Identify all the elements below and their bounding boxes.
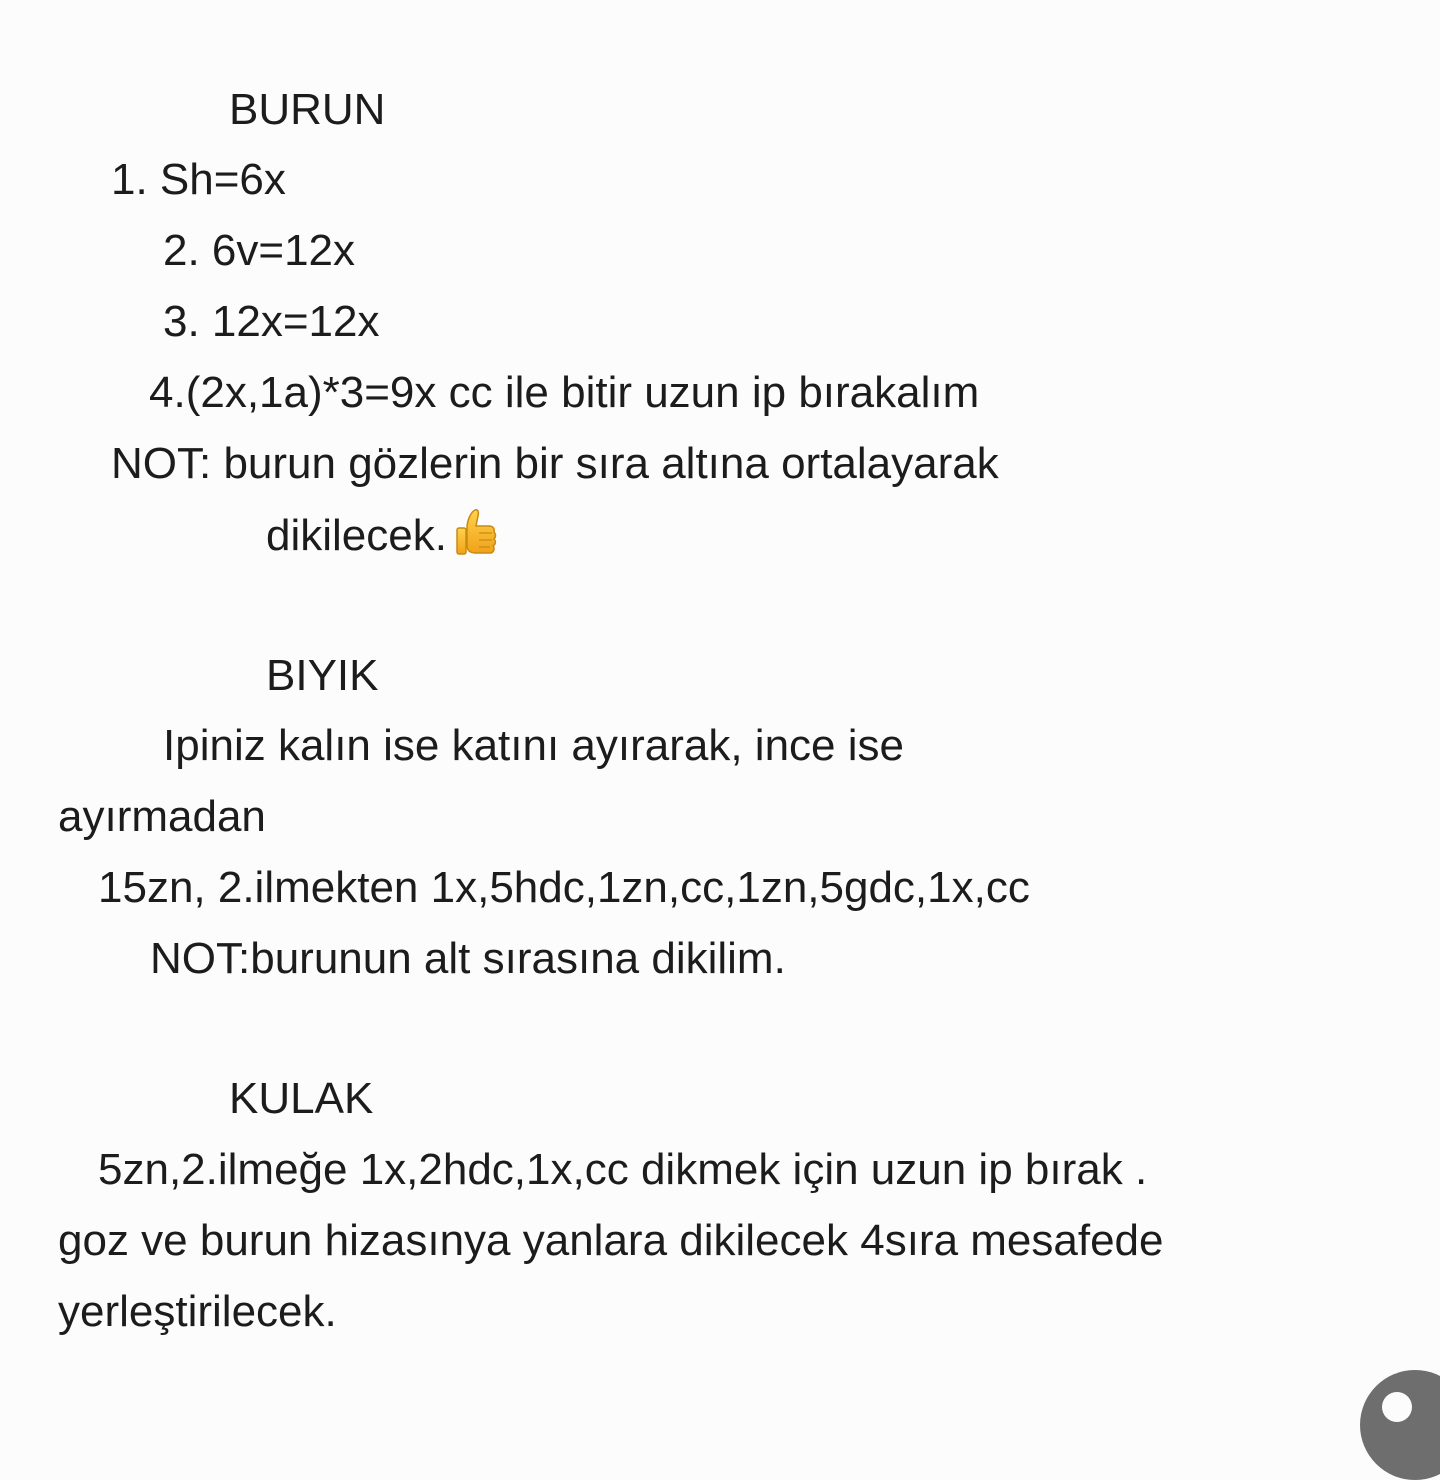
section-heading-biyik: BIYIK [266, 651, 379, 700]
thumbs-up-icon [453, 506, 497, 564]
section-heading-kulak: KULAK [229, 1074, 374, 1123]
biyik-line-1: Ipiniz kalın ise katını ayırarak, ince ise [163, 721, 904, 770]
burun-row-4: 4.(2x,1a)*3=9x cc ile bitir uzun ip bırakalım [149, 368, 980, 417]
circle-badge-icon [1360, 1370, 1440, 1480]
burun-row-3: 3. 12x=12x [163, 297, 380, 346]
section-heading-burun: BURUN [229, 85, 386, 134]
biyik-note: NOT:burunun alt sırasına dikilim. [150, 934, 786, 983]
kulak-line-2: goz ve burun hizasınya yanlara dikilecek 4sıra mesafede [58, 1216, 1164, 1265]
biyik-line-2: ayırmadan [58, 792, 266, 841]
burun-row-2: 2. 6v=12x [163, 226, 356, 275]
kulak-line-1: 5zn,2.ilmeğe 1x,2hdc,1x,cc dikmek için uzun ip bırak . [98, 1145, 1148, 1194]
burun-note-line-1: NOT: burun gözlerin bir sıra altına ortalayarak [111, 439, 999, 488]
burun-row-1: 1. Sh=6x [111, 155, 286, 204]
burun-note-line-2 [266, 506, 497, 564]
burun-note-text: dikilecek. [266, 511, 447, 560]
kulak-line-3: yerleştirilecek. [58, 1287, 337, 1336]
biyik-line-3: 15zn, 2.ilmekten 1x,5hdc,1zn,cc,1zn,5gdc,1x,cc [98, 863, 1030, 912]
